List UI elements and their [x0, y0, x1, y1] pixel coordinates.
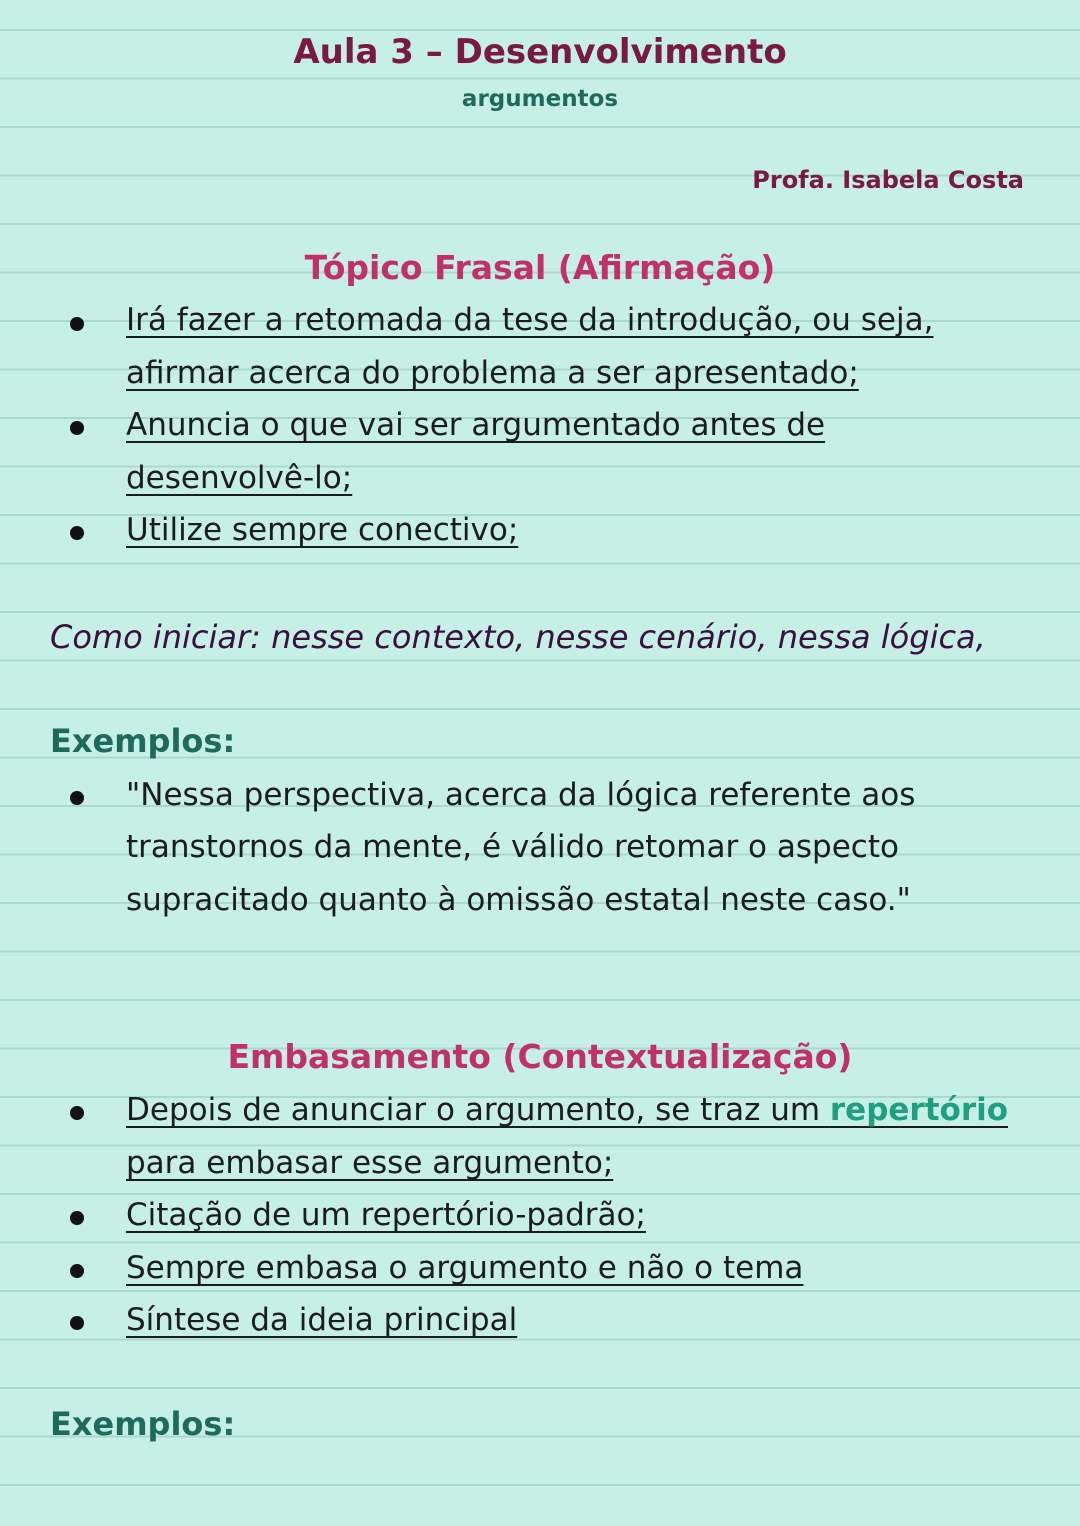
- bullet-icon: [70, 526, 84, 540]
- list-item: Irá fazer a retomada da tese da introdução, ou seja,: [126, 302, 934, 338]
- example-line: supracitado quanto à omissão estatal neste caso.": [126, 882, 911, 918]
- list-item: [126, 1092, 1008, 1128]
- list-item: Sempre embasa o argumento e não o tema: [126, 1250, 804, 1286]
- bullet-icon: [70, 1264, 84, 1278]
- page-title: Aula 3 – Desenvolvimento: [293, 32, 787, 72]
- bullet-icon: [70, 1211, 84, 1225]
- section-heading-topico-frasal: Tópico Frasal (Afirmação): [304, 248, 776, 287]
- bullet-icon: [70, 1316, 84, 1330]
- examples-label: Exemplos:: [50, 722, 236, 760]
- list-item-continuation: para embasar esse argumento;: [126, 1145, 614, 1181]
- bullet-icon: [70, 317, 84, 331]
- list-item: Citação de um repertório-padrão;: [126, 1197, 646, 1233]
- highlight-repertorio: repertório: [829, 1092, 1009, 1128]
- list-item: Anuncia o que vai ser argumentado antes de: [126, 407, 826, 443]
- how-to-start: Como iniciar: nesse contexto, nesse cenário, nessa lógica,: [50, 618, 986, 656]
- list-item: Utilize sempre conectivo;: [126, 512, 519, 548]
- example-line: "Nessa perspectiva, acerca da lógica referente aos: [126, 777, 916, 813]
- list-item-continuation: afirmar acerca do problema a ser apresentado;: [126, 355, 859, 391]
- bullet-icon: [70, 421, 84, 435]
- bullet-icon: [70, 1106, 84, 1120]
- section-heading-embasamento: Embasamento (Contextualização): [227, 1037, 853, 1076]
- examples-label: Exemplos:: [50, 1405, 236, 1443]
- bullet-icon: [70, 791, 84, 805]
- page-subtitle: argumentos: [461, 86, 619, 112]
- list-item-continuation: desenvolvê-lo;: [126, 460, 353, 496]
- list-item: Síntese da ideia principal: [126, 1302, 518, 1338]
- example-line: transtornos da mente, é válido retomar o aspecto: [126, 829, 899, 865]
- list-item-text: Depois de anunciar o argumento, se traz um: [126, 1092, 830, 1128]
- teacher-name: Profa. Isabela Costa: [752, 166, 1024, 194]
